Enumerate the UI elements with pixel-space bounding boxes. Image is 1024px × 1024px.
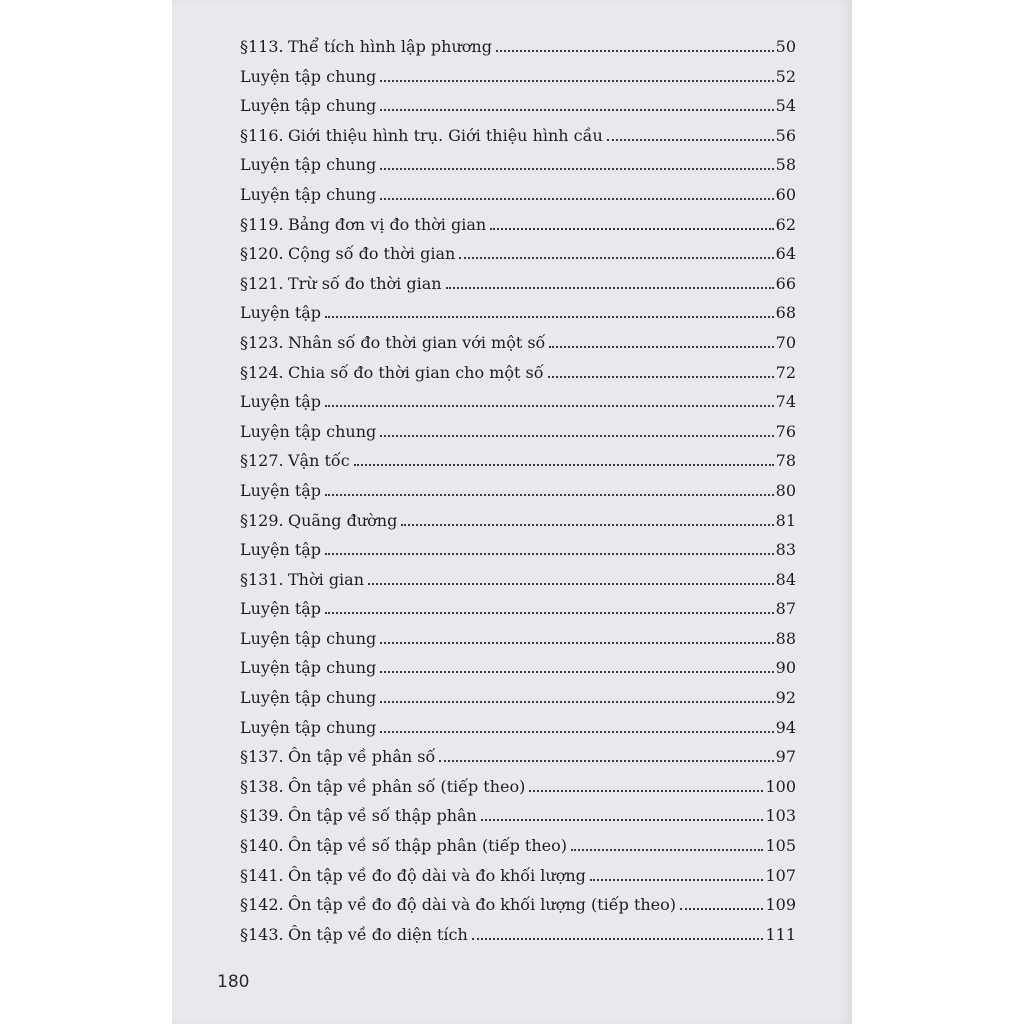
toc-entry: [240, 890, 796, 920]
toc-entry: [240, 653, 796, 683]
toc-entry: [240, 298, 796, 328]
toc-entry: [240, 91, 796, 121]
dot-leader: [481, 819, 764, 821]
toc-entry-page: 72: [775, 362, 796, 382]
toc-entry-label: [240, 890, 680, 920]
toc-entry: [240, 62, 796, 92]
toc-entry: [240, 801, 796, 831]
toc-entry-number: §143.: [240, 924, 284, 944]
table-of-contents: [240, 32, 970, 949]
toc-entry-page: 94: [775, 717, 796, 737]
toc-entry-label: [240, 62, 380, 92]
toc-entry: [240, 121, 796, 151]
toc-entry-page: 70: [775, 332, 796, 352]
toc-entry-title: Quãng đường: [288, 510, 398, 530]
toc-entry: [240, 535, 796, 565]
dot-leader: [380, 671, 773, 673]
dot-leader: [325, 612, 774, 614]
toc-entry-label: [240, 861, 590, 891]
toc-entry-title: Thời gian: [288, 569, 365, 589]
toc-entry-title: Luyện tập: [240, 540, 322, 560]
toc-entry-label: [240, 180, 380, 210]
dot-leader: [380, 109, 773, 111]
toc-entry-page: 58: [775, 155, 796, 175]
toc-entry-label: [240, 653, 380, 683]
dot-leader: [401, 524, 773, 526]
toc-entry-title: Giới thiệu hình trụ. Giới thiệu hình cầu: [288, 125, 603, 145]
toc-entry: [240, 713, 796, 743]
toc-entry-page: 50: [775, 37, 796, 56]
toc-entry-label: [240, 772, 529, 802]
toc-entry-page: 109: [765, 895, 796, 915]
toc-entry: [240, 742, 796, 772]
dot-leader: [680, 908, 763, 910]
dot-leader: [354, 464, 774, 466]
toc-entry: [240, 446, 796, 476]
dot-leader: [549, 346, 773, 348]
toc-entry-title: Trừ số đo thời gian: [288, 273, 442, 293]
toc-entry-number: §139.: [240, 806, 284, 826]
toc-entry-number: §116.: [240, 125, 284, 145]
toc-entry-page: 92: [775, 688, 796, 708]
toc-entry-page: 100: [765, 776, 796, 796]
toc-entry-label: [240, 624, 380, 654]
dot-leader: [380, 168, 773, 170]
toc-entry: [240, 328, 796, 358]
toc-entry-label: [240, 210, 490, 240]
page-number: 180: [217, 972, 250, 992]
toc-entry-title: Luyện tập chung: [240, 628, 377, 648]
toc-entry-label: [240, 801, 481, 831]
toc-entry-title: Ôn tập về số thập phân (tiếp theo): [288, 836, 567, 856]
toc-entry-number: §140.: [240, 836, 284, 856]
toc-entry-page: 84: [775, 569, 796, 589]
toc-entry: [240, 210, 796, 240]
toc-entry-title: Ôn tập về phân số: [288, 747, 436, 767]
toc-entry-label: [240, 506, 401, 536]
toc-entry-title: Luyện tập chung: [240, 658, 377, 678]
toc-entry-label: [240, 269, 446, 299]
toc-entry-label: [240, 150, 380, 180]
dot-leader: [446, 287, 774, 289]
toc-entry-title: Luyện tập chung: [240, 155, 377, 175]
dot-leader: [368, 583, 774, 585]
toc-entry-page: 103: [765, 806, 796, 826]
toc-entry-page: 74: [775, 392, 796, 412]
toc-entry-page: 107: [765, 865, 796, 885]
toc-entry: [240, 565, 796, 595]
toc-entry-label: [240, 683, 380, 713]
toc-entry-title: Luyện tập: [240, 392, 322, 412]
toc-entry-label: [240, 358, 548, 388]
toc-entry-page: 90: [775, 658, 796, 678]
toc-entry-title: Ôn tập về đo diện tích: [288, 924, 468, 944]
toc-entry-number: §113.: [240, 37, 284, 56]
dot-leader: [496, 50, 774, 52]
dot-leader: [325, 316, 774, 318]
dot-leader: [529, 790, 763, 792]
toc-entry-page: 56: [775, 125, 796, 145]
dot-leader: [380, 731, 773, 733]
toc-entry-title: Cộng số đo thời gian: [288, 244, 456, 264]
toc-entry-number: §119.: [240, 214, 284, 234]
toc-entry-label: [240, 831, 571, 861]
toc-entry: [240, 239, 796, 269]
toc-entry: [240, 506, 796, 536]
toc-entry-title: Luyện tập chung: [240, 96, 377, 116]
toc-entry: [240, 180, 796, 210]
toc-entry-title: Chia số đo thời gian cho một số: [288, 362, 544, 382]
toc-entry-number: §127.: [240, 451, 284, 471]
toc-entry-title: Luyện tập chung: [240, 184, 377, 204]
toc-entry-title: Luyện tập: [240, 599, 322, 619]
toc-entry-title: Ôn tập về đo độ dài và đo khối lượng: [288, 865, 586, 885]
toc-entry-label: [240, 446, 354, 476]
toc-entry-page: 88: [775, 628, 796, 648]
toc-entry-title: Bảng đơn vị đo thời gian: [288, 214, 487, 234]
dot-leader: [548, 376, 774, 378]
toc-entry: [240, 150, 796, 180]
toc-entry-label: [240, 239, 459, 269]
dot-leader: [325, 553, 774, 555]
dot-leader: [590, 879, 764, 881]
dot-leader: [439, 760, 773, 762]
toc-entry-label: [240, 565, 368, 595]
toc-entry: [240, 920, 796, 950]
toc-entry: [240, 476, 796, 506]
toc-entry-page: 97: [775, 747, 796, 767]
dot-leader: [380, 435, 773, 437]
dot-leader: [325, 494, 774, 496]
toc-entry-title: Luyện tập chung: [240, 688, 377, 708]
toc-entry-label: [240, 32, 496, 62]
dot-leader: [380, 198, 773, 200]
toc-entry-title: Nhân số đo thời gian với một số: [288, 332, 546, 352]
toc-entry-number: §138.: [240, 776, 284, 796]
dot-leader: [472, 938, 764, 940]
toc-entry-title: Luyện tập chung: [240, 421, 377, 441]
toc-entry-page: 60: [775, 184, 796, 204]
toc-entry-title: Luyện tập chung: [240, 717, 377, 737]
toc-entry-page: 66: [775, 273, 796, 293]
toc-entry: [240, 387, 796, 417]
toc-entry-label: [240, 476, 325, 506]
toc-entry-label: [240, 742, 439, 772]
toc-entry-page: 62: [775, 214, 796, 234]
toc-entry-title: Ôn tập về số thập phân: [288, 806, 477, 826]
toc-entry-label: [240, 535, 325, 565]
toc-entry: [240, 269, 796, 299]
toc-entry-page: 81: [775, 510, 796, 530]
toc-entry-number: §124.: [240, 362, 284, 382]
toc-entry-page: 68: [775, 303, 796, 323]
toc-entry-label: [240, 328, 549, 358]
toc-entry: [240, 417, 796, 447]
toc-entry-title: Luyện tập: [240, 303, 322, 323]
toc-entry-number: §141.: [240, 865, 284, 885]
toc-entry: [240, 594, 796, 624]
toc-entry: [240, 831, 796, 861]
toc-entry-label: [240, 417, 380, 447]
toc-entry-number: §120.: [240, 244, 284, 264]
toc-entry: [240, 624, 796, 654]
book-page: [172, 0, 852, 1024]
toc-entry-page: 52: [775, 66, 796, 86]
toc-entry-page: 111: [765, 924, 796, 944]
toc-entry: [240, 358, 796, 388]
toc-entry-label: [240, 920, 472, 950]
toc-entry-number: §123.: [240, 332, 284, 352]
toc-entry-title: Vận tốc: [288, 451, 350, 471]
dot-leader: [380, 701, 773, 703]
toc-entry-page: 105: [765, 836, 796, 856]
toc-entry-number: §121.: [240, 273, 284, 293]
toc-entry-page: 76: [775, 421, 796, 441]
toc-entry-label: [240, 298, 325, 328]
dot-leader: [490, 228, 773, 230]
toc-entry-page: 87: [775, 599, 796, 619]
toc-entry-label: [240, 91, 380, 121]
toc-entry-page: 78: [775, 451, 796, 471]
toc-entry: [240, 32, 796, 62]
toc-entry: [240, 683, 796, 713]
toc-entry-title: Thể tích hình lập phương: [288, 37, 492, 56]
toc-entry: [240, 772, 796, 802]
toc-entry-label: [240, 594, 325, 624]
toc-entry-page: 83: [775, 540, 796, 560]
toc-entry-number: §142.: [240, 895, 284, 915]
dot-leader: [607, 139, 774, 141]
dot-leader: [325, 405, 774, 407]
toc-entry-number: §131.: [240, 569, 284, 589]
toc-entry-title: Ôn tập về đo độ dài và đo khối lượng (tiếp theo): [288, 895, 677, 915]
dot-leader: [380, 642, 773, 644]
toc-entry-number: §137.: [240, 747, 284, 767]
dot-leader: [380, 80, 773, 82]
toc-entry-label: [240, 387, 325, 417]
toc-entry-label: [240, 713, 380, 743]
toc-entry-number: §129.: [240, 510, 284, 530]
toc-entry-page: 64: [775, 244, 796, 264]
toc-entry-page: 80: [775, 480, 796, 500]
toc-entry-title: Luyện tập chung: [240, 66, 377, 86]
toc-entry-label: [240, 121, 607, 151]
dot-leader: [571, 849, 763, 851]
dot-leader: [459, 257, 773, 259]
toc-entry-page: 54: [775, 96, 796, 116]
toc-entry-title: Ôn tập về phân số (tiếp theo): [288, 776, 526, 796]
toc-entry-title: Luyện tập: [240, 480, 322, 500]
toc-entry: [240, 861, 796, 891]
